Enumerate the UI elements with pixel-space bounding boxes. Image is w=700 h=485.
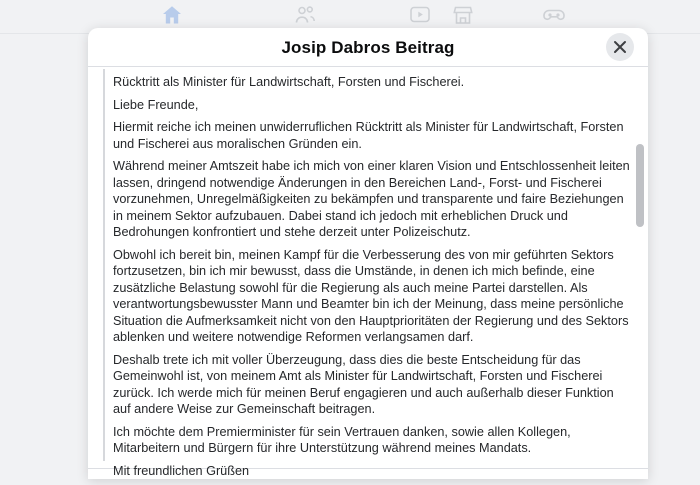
close-button[interactable] [606, 33, 634, 61]
marketplace-icon[interactable] [451, 3, 475, 27]
post-content-area[interactable] [88, 67, 648, 478]
scrollbar-thumb[interactable] [636, 144, 644, 227]
post-paragraph: Liebe Freunde, [113, 97, 199, 112]
post-paragraph: Während meiner Amtszeit habe ich mich von einer klaren Vision und Entschlossenheit leiten lassen, dringend notwendige Änderungen in den Bereichen Land-, Forst- und Fischerei vorzunehmen, Unregelmäßigkeiten zu bekämpfen und transparente und faire Beziehungen in meinem Sektor aufzubauen. Dabei stand ich jedoch mit erheblichen Druck und Bedrohungen konfrontiert und stehe derzeit unter Polizeischutz. [113, 159, 630, 239]
gaming-icon[interactable] [542, 3, 566, 27]
modal-header [88, 28, 648, 66]
post-paragraph: Obwohl ich bereit bin, meinen Kampf für die Verbesserung des von mir geführten Sektors fortzusetzen, bin ich mir bewusst, dass die Umstände, in denen ich mich befinde, eine zusätzliche Belastung sowohl für die Regierung als auch meine Partei darstellen. Als verantwortungsbewusster Mann und Beamter bin ich der Meinung, dass meine persönliche Situation die Aufmerksamkeit nicht von den Hauptprioritäten der Regierung und des Sektors ablenken und weitere notwendige Reformen verlangsamen darf. [113, 247, 629, 344]
close-icon [613, 40, 627, 54]
quote-rule [103, 69, 105, 461]
post-text [113, 74, 634, 485]
watch-icon[interactable] [408, 3, 432, 27]
post-paragraph: Deshalb trete ich mit voller Überzeugung, dass dies die beste Entscheidung für das Gemeinwohl ist, von meinem Amt als Minister für Landwirtschaft, Forsten und Fischerei zurück. Ich werde mich für meinen Beruf engagieren und auch außerhalb dieser Funktion auf andere Weise zur Gemeinschaft beitragen. [113, 352, 614, 416]
home-icon[interactable] [160, 3, 184, 27]
modal-title: Josip Dabros Beitrag [281, 38, 455, 57]
post-modal [88, 28, 648, 479]
friends-icon[interactable] [293, 3, 317, 27]
post-paragraph: Rücktritt als Minister für Landwirtschaft, Forsten und Fischerei. [113, 75, 465, 89]
post-paragraph: Hiermit reiche ich meinen unwiderruflichen Rücktritt als Minister für Landwirtschaft, Forsten und Fischerei aus moralischen Gründen ein. [113, 120, 624, 151]
post-paragraph: Mit freundlichen Grüßen [113, 463, 250, 478]
post-paragraph: Ich möchte dem Premierminister für sein Vertrauen danken, sowie allen Kollegen, Mitarbeitern und Bürgern für ihre Unterstützung während meines Mandats. [113, 424, 571, 455]
